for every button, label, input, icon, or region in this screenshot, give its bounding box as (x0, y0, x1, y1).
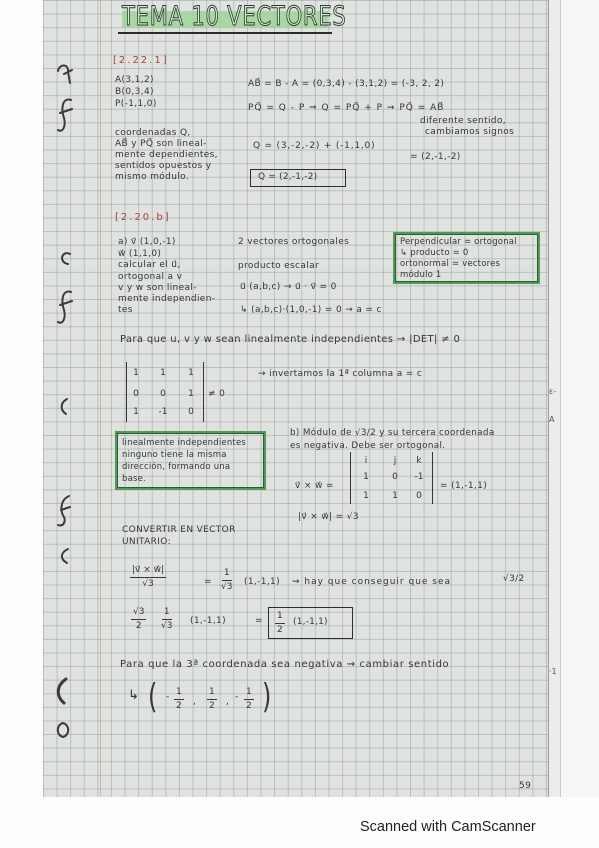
component-sign: - (166, 692, 170, 702)
cross-matrix-cell: 0 (392, 472, 398, 482)
point-b: B(0,3,4) (115, 87, 154, 97)
definition-line: ortonormal = vectores (400, 259, 501, 269)
statement-line: a) v⃗ (1,0,-1) (118, 237, 176, 247)
scale-vector-components: (1,-1,1) (190, 616, 226, 626)
cross-matrix-cell: -1 (414, 472, 424, 482)
fraction-denominator: 2 (246, 701, 252, 711)
cross-matrix-cell: 1 (392, 491, 398, 501)
cross-matrix-cell: 1 (363, 472, 369, 482)
fraction-numerator: 1 (222, 568, 232, 581)
matrix-cell: 0 (160, 389, 166, 399)
part-b-statement: es negativa. Debe ser ortogonal. (290, 441, 446, 451)
margin-line (100, 0, 101, 797)
matrix-cell: 1 (188, 368, 194, 378)
fraction-denominator: √3 (221, 582, 233, 592)
independence-box (115, 431, 266, 490)
independence-box-line: base. (122, 474, 146, 484)
fraction-numerator: 1 (162, 607, 172, 620)
reasoning-line: producto escalar (238, 261, 319, 271)
fraction-numerator: √3 (131, 607, 146, 620)
part-b-statement: b) Módulo de √3/2 y su tercera coordenada (290, 428, 495, 438)
cross-matrix-left-bar (350, 452, 351, 504)
explanation-line: AB⃗ y PQ⃗ son lineal- (115, 139, 207, 149)
matrix-cell: 1 (133, 368, 139, 378)
result-vector-components: (1,-1,1) (293, 617, 328, 627)
scanner-watermark: Scanned with CamScanner (360, 819, 536, 835)
q-result-box (250, 169, 346, 187)
cross-matrix-cell: i (364, 456, 368, 466)
statement-line: mente independien- (118, 294, 216, 304)
independence-condition: Para que u, v y w sean linealmente independientes → |DET| ≠ 0 (120, 334, 461, 345)
pq-vector-equation: PQ⃗ = Q - P ⇒ Q = PQ⃗ + P ⇝ PQ⃗ = AB⃗ (248, 103, 445, 113)
final-component-fraction (244, 687, 254, 712)
independence-box-line: dirección, formando una (122, 462, 231, 472)
scale-fraction (131, 607, 146, 632)
fraction-denominator: 2 (209, 701, 215, 711)
definition-line: ↳ producto = 0 (400, 248, 469, 258)
dot-product-equation: u⃗ (a,b,c) → u⃗ · v⃗ = 0 (240, 282, 337, 292)
result-fraction (275, 611, 285, 636)
component-separator: , (226, 697, 230, 707)
definition-line: Perpendicular = ortogonal (400, 237, 517, 247)
point-p: P(-1,1,0) (115, 99, 157, 109)
scale-fraction (161, 607, 172, 632)
definition-box (393, 232, 540, 284)
fraction-numerator: 1 (207, 687, 217, 700)
fraction-denominator: 2 (176, 701, 182, 711)
fraction-denominator: √3 (142, 579, 154, 589)
cross-product-result: = (1,-1,1) (440, 481, 488, 491)
unit-coefficient-fraction (221, 568, 232, 593)
point-a: A(3,1,2) (115, 75, 154, 85)
statement-line: w⃗ (1,1,0) (118, 249, 162, 259)
matrix-note: → invertamos la 1ª columna a = c (258, 369, 423, 379)
fraction-numerator: 1 (275, 611, 285, 624)
dot-product-result: ↳ (a,b,c)·(1,0,-1) = 0 → a = c (240, 305, 382, 315)
edge-mark: A (549, 415, 555, 424)
title-underline (118, 32, 332, 34)
unit-vector-note: ⇝ hay que conseguir que sea (292, 577, 452, 587)
target-modulus: √3/2 (503, 574, 525, 584)
exercise-1-reference: [2.22.1] (113, 55, 169, 66)
cross-matrix-right-bar (432, 452, 433, 504)
fraction-numerator: 1 (244, 687, 254, 700)
matrix-cell: 1 (188, 389, 194, 399)
cross-matrix-cell: k (416, 456, 422, 466)
matrix-cell: 0 (133, 389, 139, 399)
direction-note-line: diferente sentido, (420, 116, 506, 126)
q-sum-equation: Q = (3,-2,-2) + (-1,1,0) (253, 141, 376, 151)
matrix-cell: 0 (188, 407, 194, 417)
fraction-numerator: 1 (174, 687, 184, 700)
page-number: 59 (519, 781, 532, 791)
matrix-left-bar (126, 362, 127, 422)
final-component-fraction (207, 687, 217, 712)
scan-background (560, 0, 599, 797)
unit-vector-result-box (268, 607, 353, 639)
unit-vector-components: (1,-1,1) (244, 577, 280, 587)
negative-coordinate-note: Para que la 3ª coordenada sea negativa ⇝ cambiar sentido (120, 659, 450, 670)
cross-product-modulus: |v⃗ × w⃗| = √3 (298, 512, 359, 522)
edge-mark: ·1 (549, 667, 557, 676)
explanation-line: sentidos opuestos y (115, 161, 212, 171)
open-parenthesis: ( (148, 677, 158, 717)
explanation-line: mente dependientes, (115, 150, 218, 160)
unit-lhs-fraction (130, 565, 166, 590)
unit-vector-heading: CONVERTIR EN VECTOR (122, 525, 236, 535)
explanation-line: mismo módulo. (115, 172, 190, 182)
component-sign: - (235, 692, 239, 702)
reasoning-line: 2 vectores ortogonales (238, 237, 350, 247)
equals-sign: = (204, 577, 212, 587)
fraction-denominator: 2 (135, 621, 142, 631)
q-sum-result: = (2,-1,-2) (410, 152, 461, 162)
equals-sign: = (255, 616, 263, 626)
statement-line: v y w son lineal- (118, 283, 197, 293)
cross-matrix-cell: 1 (363, 491, 369, 501)
exercise-2-reference: [2.20.b] (115, 212, 171, 223)
final-component-fraction (174, 687, 184, 712)
ab-vector-equation: AB⃗ = B - A = (0,3,4) - (3,1,2) = (-3, 2, 2) (248, 79, 445, 89)
direction-note-line: cambiamos signos (425, 127, 515, 137)
page-title: TEMA 10 VECTORES (122, 1, 347, 32)
fraction-denominator: 2 (277, 625, 283, 635)
matrix-right-bar (203, 362, 204, 422)
cross-product-label: v⃗ × w⃗ = (295, 481, 334, 491)
determinant-condition: ≠ 0 (208, 389, 226, 399)
matrix-cell: 1 (133, 407, 139, 417)
component-separator: , (193, 697, 197, 707)
statement-line: ortogonal a v (118, 272, 183, 282)
fraction-numerator: |v⃗ × w⃗| (130, 565, 166, 578)
edge-mark: ε- (549, 387, 557, 396)
statement-line: calcular el u⃗, (118, 260, 181, 270)
matrix-cell: -1 (158, 407, 168, 417)
fraction-denominator: √3 (161, 621, 173, 631)
definition-line: módulo 1 (400, 270, 442, 280)
result-arrow: ↳ (128, 688, 140, 703)
close-parenthesis: ) (262, 677, 272, 717)
explanation-line: coordenadas Q, (115, 128, 191, 138)
q-result: Q = (2,-1,-2) (258, 172, 318, 182)
independence-box-line: linealmente independientes (122, 438, 247, 448)
cross-matrix-cell: j (393, 456, 397, 466)
cross-matrix-cell: 0 (416, 491, 422, 501)
statement-line: tes (118, 305, 133, 315)
matrix-cell: 1 (160, 368, 166, 378)
unit-vector-heading: UNITARIO: (122, 537, 171, 547)
independence-box-line: ninguno tiene la misma (122, 450, 227, 460)
